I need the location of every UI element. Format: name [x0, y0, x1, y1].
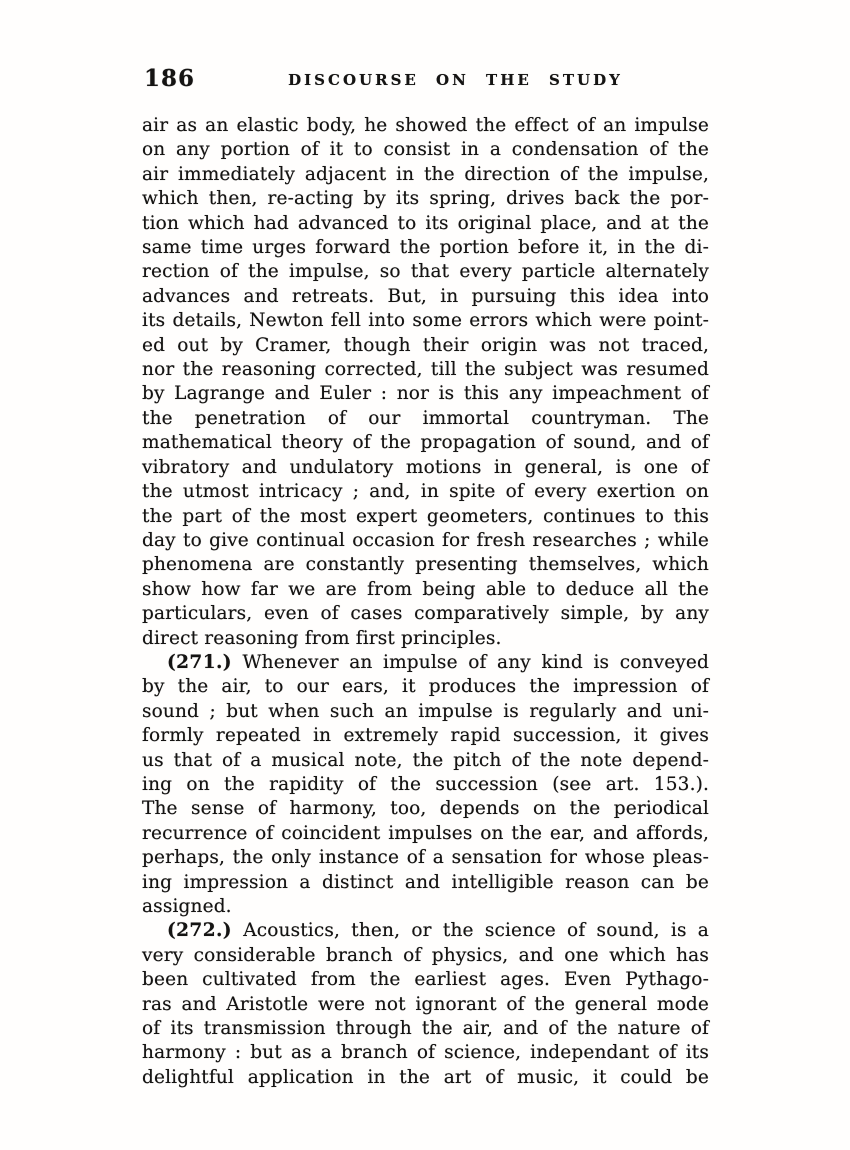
- text-line: rection of the impulse, so that every particle alternately: [142, 261, 709, 283]
- text-line: recurrence of coincident impulses on the ear, and affords,: [142, 822, 709, 844]
- text-line: same time urges forward the portion before it, in the di-: [142, 237, 709, 259]
- text-line: phenomena are constantly presenting themselves, which: [142, 554, 709, 576]
- paragraph: [142, 651, 709, 919]
- text-line: formly repeated in extremely rapid succession, it gives: [142, 725, 709, 747]
- running-title: DISCOURSE ON THE STUDY: [288, 71, 623, 89]
- text-line: perhaps, the only instance of a sensation for whose pleas-: [142, 847, 709, 869]
- text-line: ras and Aristotle were not ignorant of the general mode: [142, 993, 709, 1015]
- text-line: of its transmission through the air, and of the nature of: [142, 1018, 709, 1040]
- text-line: air immediately adjacent in the direction of the impulse,: [142, 163, 709, 185]
- text-line: show how far we are from being able to deduce all the: [142, 578, 709, 600]
- text-line: by the air, to our ears, it produces the impression of: [142, 676, 709, 698]
- paragraph: [142, 114, 709, 651]
- text-line: vibratory and undulatory motions in general, is one of: [142, 456, 709, 478]
- text-line: been cultivated from the earliest ages. Even Pythago-: [142, 969, 709, 991]
- text-line: which then, re-acting by its spring, drives back the por-: [142, 188, 709, 210]
- text-line: delightful application in the art of music, it could be: [142, 1066, 709, 1088]
- text-line: very considerable branch of physics, and one which has: [142, 944, 709, 966]
- text-line: The sense of harmony, too, depends on the periodical: [142, 798, 709, 820]
- article-number: (272.): [167, 920, 232, 942]
- page-number: 186: [144, 65, 196, 92]
- text-line: us that of a musical note, the pitch of the note depend-: [142, 749, 709, 771]
- text-line: ing on the rapidity of the succession (see art. 153.).: [142, 773, 709, 795]
- text-line: assigned.: [142, 896, 232, 917]
- text-line: ing impression a distinct and intelligible reason can be: [142, 871, 709, 893]
- text-line: by Lagrange and Euler : nor is this any impeachment of: [142, 383, 709, 405]
- text-line: air as an elastic body, he showed the effect of an impulse: [142, 115, 709, 136]
- text-line: day to give continual occasion for fresh researches ; while: [142, 529, 709, 551]
- text-line: sound ; but when such an impulse is regularly and uni-: [142, 700, 709, 722]
- text-line: (271.) Whenever an impulse of any kind is conveyed: [167, 651, 709, 673]
- text-line: advances and retreats. But, in pursuing this idea into: [142, 285, 709, 307]
- text-line: mathematical theory of the propagation of sound, and of: [142, 432, 709, 454]
- body-text: [142, 114, 709, 1090]
- text-line: the penetration of our immortal countryman. The: [142, 407, 709, 429]
- text-line: ed out by Cramer, though their origin was not traced,: [142, 334, 709, 356]
- text-line: (272.) Acoustics, then, or the science of sound, is a: [167, 920, 709, 942]
- paragraph: [142, 919, 709, 1090]
- text-line: particulars, even of cases comparatively simple, by any: [142, 603, 709, 625]
- text-line: nor the reasoning corrected, till the subject was resumed: [142, 359, 709, 381]
- text-line: direct reasoning from first principles.: [142, 627, 502, 649]
- text-line: the utmost intricacy ; and, in spite of every exertion on: [142, 481, 709, 503]
- text-line: the part of the most expert geometers, continues to this: [142, 505, 709, 527]
- running-header: [142, 58, 709, 90]
- text-line: tion which had advanced to its original place, and at the: [142, 212, 709, 234]
- article-number: (271.): [167, 651, 232, 673]
- text-line: its details, Newton fell into some errors which were point-: [142, 310, 709, 332]
- text-line: on any portion of it to consist in a condensation of the: [142, 139, 709, 161]
- text-line: harmony : but as a branch of science, independant of its: [142, 1042, 709, 1064]
